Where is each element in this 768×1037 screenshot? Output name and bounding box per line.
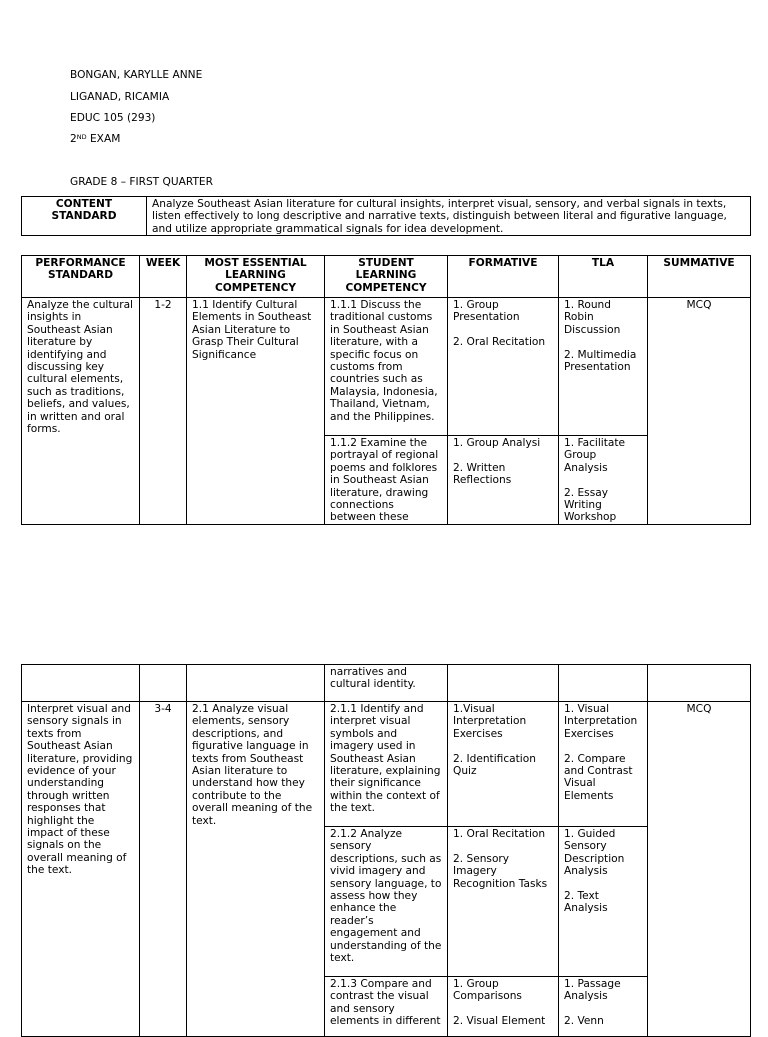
- curriculum-table-page-1: [21, 255, 751, 525]
- formative-cell: [448, 702, 559, 827]
- table-header-row: [22, 256, 751, 298]
- tla-cell: [559, 977, 648, 1037]
- col-header-melc: MOST ESSENTIAL LEARNING COMPETENCY: [187, 256, 325, 298]
- formative-item: 1. Group Comparisons: [453, 978, 522, 1003]
- slc-cell: 2.1.2 Analyze sensory descriptions, such as vivid imagery and sensory language, to assess how they enhance the reader’s engagement and understanding of the text.: [325, 827, 448, 977]
- formative-item: 2. Identification Quiz: [453, 752, 536, 778]
- tla-item: 1. Facilitate Group Analysis: [564, 437, 626, 474]
- tla-item: 1. Round Robin Discussion: [564, 299, 621, 336]
- slc-cell: 1.1.2 Examine the portrayal of regional poems and folklores in Southeast Asian literature, drawing connections between these: [325, 436, 448, 525]
- formative-cell: [448, 298, 559, 436]
- formative-item: 1. Group Analysi: [453, 437, 541, 449]
- col-header-formative: FORMATIVE: [448, 256, 559, 298]
- tla-cell: [559, 436, 648, 525]
- formative-item: 1. Oral Recitation: [453, 828, 546, 840]
- tla-item: 2. Text Analysis: [564, 890, 608, 915]
- formative-item: 1.Visual Interpretation Exercises: [453, 703, 527, 740]
- summative-cell: MCQ: [648, 298, 751, 525]
- tla-cell: [559, 298, 648, 436]
- formative-cell: [448, 436, 559, 525]
- week-cell: 3-4: [140, 702, 187, 1037]
- performance-standard-cell: Interpret visual and sensory signals in texts from Southeast Asian literature, providing evidence of your understanding through written responses that highlight the impact of these signals on the overall meaning of the text.: [22, 702, 140, 1037]
- table-row: [22, 702, 751, 827]
- exam-ordinal-suffix: ND: [76, 133, 87, 141]
- exam-number: 2: [70, 133, 77, 145]
- tla-item: 1. Visual Interpretation Exercises: [564, 703, 638, 740]
- slc-continuation-cell: narratives and cultural identity.: [325, 665, 448, 702]
- tla-cell: [559, 827, 648, 977]
- content-standard-table: [21, 196, 751, 236]
- slc-cell: 2.1.1 Identify and interpret visual symbols and imagery used in Southeast Asian literature, explaining their significance within the context of the text.: [325, 702, 448, 827]
- formative-item: 1. Group Presentation: [453, 299, 520, 324]
- content-standard-text: Analyze Southeast Asian literature for cultural insights, interpret visual, sensory, and verbal signals in texts, listen effectively to long descriptive and narrative texts, distinguish between literal and figurative language, and utilize appropriate grammatical signals for idea development.: [147, 197, 751, 236]
- exam-label: [70, 133, 120, 145]
- student-name-2: LIGANAD, RICAMIA: [70, 91, 170, 103]
- summative-cell: MCQ: [648, 702, 751, 1037]
- continuation-row: [22, 665, 751, 702]
- formative-item: 2. Visual Element: [453, 1015, 546, 1028]
- week-cell: 1-2: [140, 298, 187, 525]
- tla-item: 2. Venn: [564, 1015, 604, 1028]
- content-standard-label: CONTENT STANDARD: [22, 197, 147, 236]
- grade-quarter: GRADE 8 – FIRST QUARTER: [70, 176, 213, 188]
- melc-cell: 1.1 Identify Cultural Elements in Southeast Asian Literature to Grasp Their Cultural Significance: [187, 298, 325, 525]
- formative-item: 2. Written Reflections: [453, 461, 512, 487]
- tla-item: 1. Passage Analysis: [564, 978, 621, 1003]
- col-header-tla: TLA: [559, 256, 648, 298]
- performance-standard-cell: Analyze the cultural insights in Southeast Asian literature by identifying and discussing key cultural elements, such as traditions, beliefs, and values, in written and oral forms.: [22, 298, 140, 525]
- col-header-performance-standard: PERFORMANCE STANDARD: [22, 256, 140, 298]
- course-code: EDUC 105 (293): [70, 112, 156, 124]
- col-header-summative: SUMMATIVE: [648, 256, 751, 298]
- col-header-student-learning-competency: STUDENT LEARNING COMPETENCY: [325, 256, 448, 298]
- exam-word: EXAM: [86, 133, 121, 145]
- melc-cell: 2.1 Analyze visual elements, sensory descriptions, and figurative language in texts from Southeast Asian literature to understand how they contribute to the overall meaning of the text.: [187, 702, 325, 1037]
- student-name-1: BONGAN, KARYLLE ANNE: [70, 69, 203, 81]
- col-header-week: WEEK: [140, 256, 187, 298]
- tla-item: 2. Multimedia Presentation: [564, 348, 637, 374]
- curriculum-table-page-2: [21, 664, 751, 1037]
- tla-cell: [559, 702, 648, 827]
- tla-item: 2. Essay Writing Workshop: [564, 486, 617, 524]
- tla-item: 2. Compare and Contrast Visual Elements: [564, 752, 633, 802]
- slc-cell: 1.1.1 Discuss the traditional customs in Southeast Asian literature, with a specific focus on customs from countries such as Malaysia, Indonesia, Thailand, Vietnam, and the Philippines.: [325, 298, 448, 436]
- table-row: [22, 298, 751, 436]
- formative-cell: [448, 977, 559, 1037]
- formative-cell: [448, 827, 559, 977]
- tla-item: 1. Guided Sensory Description Analysis: [564, 828, 625, 878]
- formative-item: 2. Sensory Imagery Recognition Tasks: [453, 852, 548, 890]
- formative-item: 2. Oral Recitation: [453, 336, 546, 349]
- slc-cell: 2.1.3 Compare and contrast the visual and sensory elements in different: [325, 977, 448, 1037]
